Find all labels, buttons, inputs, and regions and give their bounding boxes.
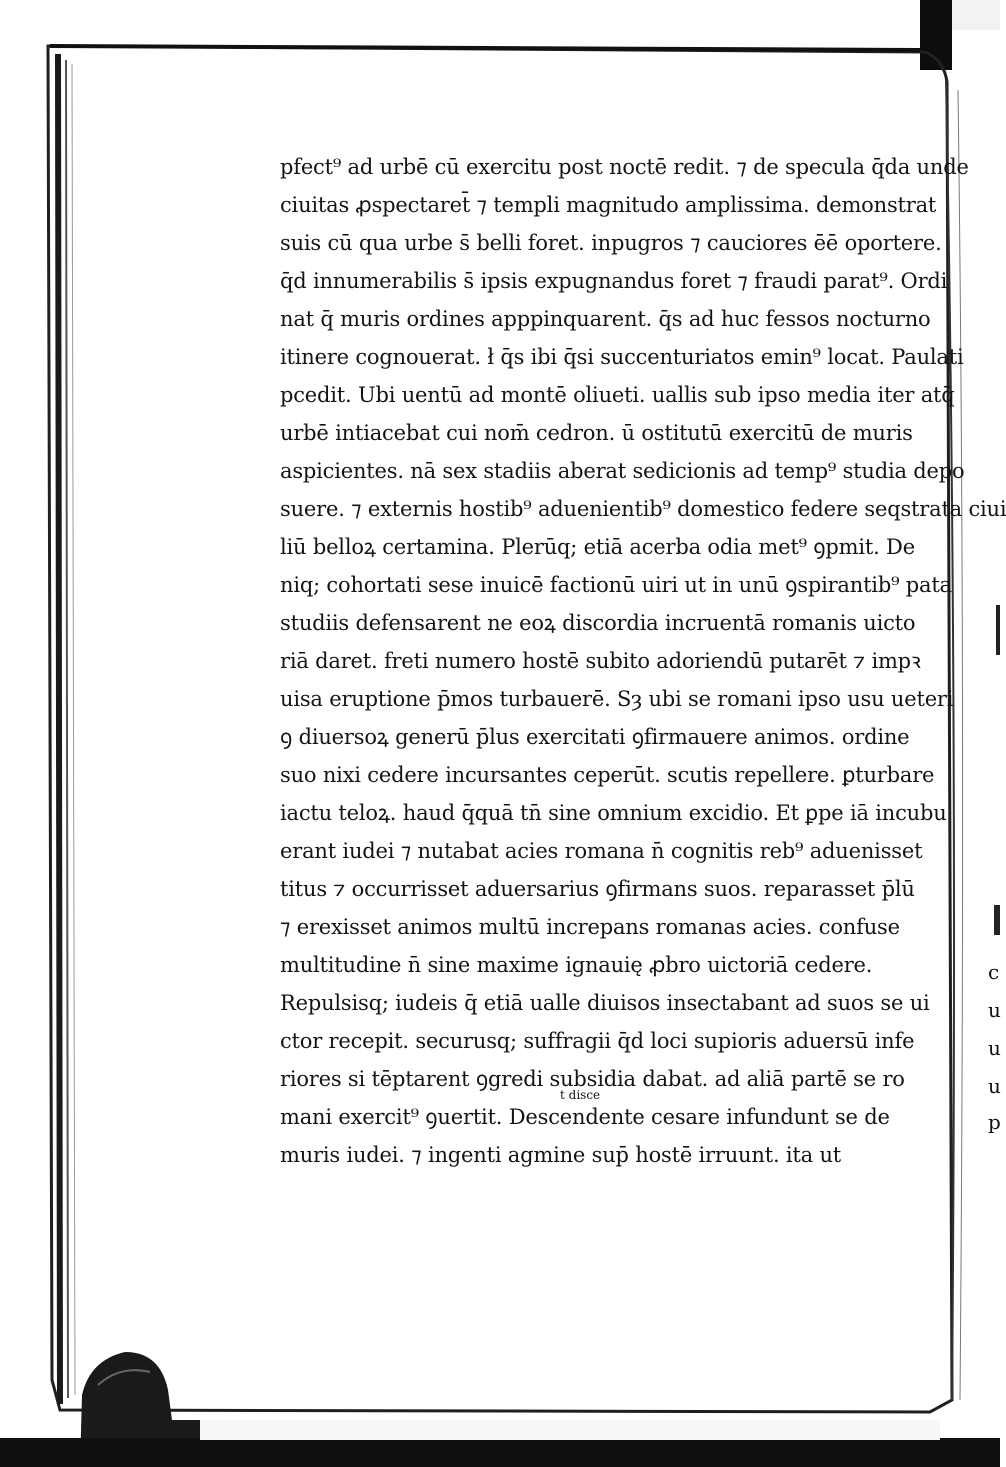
- text-line: ꝯ diuersoꝝ generū p̄lus exercitati ꝯfirmauere animos. ordine: [280, 725, 910, 749]
- text-line: Repulsisq; iudeis q̄ etiā ualle diuisos insectabant ad suos se ui: [280, 991, 930, 1015]
- text-line: uisa eruptione p̄mos turbauerē. Sȝ ubi se romani ipso usu ueteri: [280, 687, 954, 711]
- text-line: itinere cognouerat. ł q̄s ibi q̄si succenturiatos emin⁹ locat. Paulati: [280, 345, 964, 369]
- text-line: liū belloꝝ certamina. Plerūq; etiā acerba odia met⁹ ꝯpmit. De: [280, 535, 915, 559]
- text-line: nat q̄ muris ordines apppinquarent. q̄s ad huc fessos nocturno: [280, 307, 931, 331]
- text-line: riā daret. freti numero hostē subito adoriendū putarēt ⁊ impꝛ: [280, 649, 921, 673]
- bottom-shadow: [0, 1438, 1000, 1467]
- facing-page-letter: u: [988, 1036, 1001, 1060]
- facing-page-letter: p: [988, 1110, 1001, 1134]
- text-line: iactu teloꝝ. haud q̄quā tn̄ sine omnium excidio. Et ꝑpe iā incubu: [280, 801, 947, 825]
- text-line: studiis defensarent ne eoꝝ discordia incruentā romanis uicto: [280, 611, 916, 635]
- text-line: ciuitas ꝓspectaret̄ ⁊ templi magnitudo amplissima. demonstrat: [280, 193, 937, 217]
- text-line: erant iudei ⁊ nutabat acies romana n̄ cognitis reb⁹ aduenisset: [280, 839, 923, 863]
- text-line: riores si tēptarent ꝯgredi subsidia dabat. ad aliā partē se ro: [280, 1067, 905, 1091]
- text-line: pfect⁹ ad urbē cū exercitu post noctē redit. ⁊ de specula q̄da unde: [280, 155, 969, 179]
- text-line: aspicientes. nā sex stadiis aberat sedicionis ad temp⁹ studia depo: [280, 459, 965, 483]
- text-line: ctor recepit. securusq; suffragii q̄d loci supioris aduersū infe: [280, 1029, 915, 1053]
- text-line: ⁊ erexisset animos multū increpans romanas acies. confuse: [280, 915, 900, 939]
- text-line: q̄d innumerabilis s̄ ipsis expugnandus foret ⁊ fraudi parat⁹. Ordi: [280, 269, 948, 293]
- text-line: titus ⁊ occurrisset aduersarius ꝯfirmans suos. reparasset p̄lū: [280, 877, 915, 901]
- text-line: urbē intiacebat cui nom̄ cedron. ū ostitutū exercitū de muris: [280, 421, 913, 445]
- text-line: mani exercit⁹ ꝯuertit. Descendente cesare infundunt se de: [280, 1105, 890, 1129]
- text-line: suis cū qua urbe s̄ belli foret. inpugros ⁊ cauciores ēē oportere.: [280, 231, 942, 255]
- text-line: muris iudei. ⁊ ingenti agmine sup̄ hostē irruunt. ita ut: [280, 1143, 842, 1167]
- text-line: pcedit. Ubi uentū ad montē oliueti. uallis sub ipso media iter atq̄: [280, 383, 955, 407]
- text-line: suo nixi cedere incursantes ceperūt. scutis repellere. ꝑturbare: [280, 763, 935, 787]
- interlinear-gloss: t disce: [560, 1088, 601, 1102]
- text-line: multitudine n̄ sine maxime ignauię ꝓbro uictoriā cedere.: [280, 953, 873, 977]
- text-line: niq; cohortati sese inuicē factionū uiri ut in unū ꝯspirantib⁹ pata: [280, 573, 952, 597]
- facing-page-letter: c: [988, 960, 1000, 984]
- facing-page-letter: u: [988, 1074, 1001, 1098]
- text-line: suere. ⁊ externis hostib⁹ aduenientib⁹ domestico federe seqstrata ciui: [280, 497, 1006, 521]
- facing-page-letter: u: [988, 998, 1001, 1022]
